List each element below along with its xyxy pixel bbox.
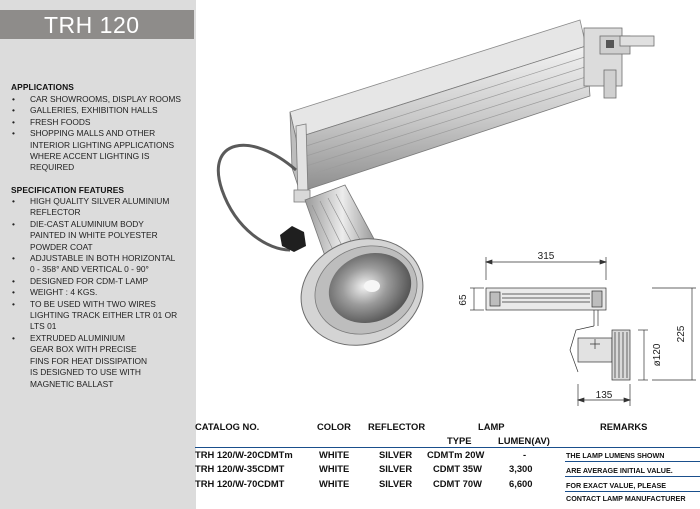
list-item: REFLECTOR [30, 207, 81, 218]
dim-width-label: 315 [537, 251, 555, 262]
table-cell-type: CDMT 35W [433, 463, 482, 474]
table-cell-remark: THE LAMP LUMENS SHOWN [566, 451, 665, 460]
list-item: GEAR BOX WITH PRECISE [30, 344, 137, 355]
table-rule [565, 461, 700, 462]
col-header-catalog: CATALOG NO. [195, 421, 260, 432]
list-item: • HIGH QUALITY SILVER ALUMINIUM [12, 196, 170, 206]
col-header-remarks: REMARKS [600, 421, 648, 432]
table-cell-reflector: SILVER [379, 463, 413, 474]
table-rule [565, 491, 700, 492]
list-item: • TO BE USED WITH TWO WIRES [12, 298, 156, 309]
table-cell-color: WHITE [319, 463, 350, 474]
list-item: • DIE-CAST ALUMINIUM BODY [12, 218, 144, 229]
list-item: • WEIGHT : 4 KGS. [12, 287, 98, 298]
table-cell-catalog: TRH 120/W-20CDMTm [195, 449, 293, 460]
lamp-head [280, 185, 438, 362]
catalog-table [195, 420, 700, 509]
list-item: • GALLERIES, EXHIBITION HALLS [12, 105, 158, 116]
col-header-lumen: LUMEN(AV) [498, 435, 550, 446]
table-cell-remark: FOR EXACT VALUE, PLEASE [566, 481, 667, 490]
list-item: REQUIRED [30, 162, 75, 173]
table-cell-reflector: SILVER [379, 478, 413, 489]
features-heading: SPECIFICATION FEATURES [11, 185, 125, 195]
table-cell-catalog: TRH 120/W-70CDMT [195, 478, 285, 489]
title-bar [0, 10, 194, 39]
product-illustration [200, 0, 700, 410]
list-item: • ADJUSTABLE IN BOTH HORIZONTAL [12, 253, 176, 264]
list-item: 0 - 358° AND VERTICAL 0 - 90° [30, 264, 149, 275]
list-item: • DESIGNED FOR CDM-T LAMP [12, 275, 149, 286]
list-item: IS DESIGNED TO USE WITH [30, 367, 141, 378]
list-item: MAGNETIC BALLAST [30, 378, 114, 389]
table-cell-remark: ARE AVERAGE INITIAL VALUE. [566, 466, 673, 475]
list-item: FINS FOR HEAT DISSIPATION [30, 355, 148, 366]
col-header-reflector: REFLECTOR [368, 421, 426, 432]
applications-list [11, 94, 191, 174]
dim-total-height-label: 225 [676, 325, 687, 343]
dim-depth-label: 135 [595, 390, 613, 401]
col-header-lamp: LAMP [478, 421, 505, 432]
table-cell-type: CDMT 70W [433, 478, 482, 489]
list-item: LTS 01 [30, 321, 57, 332]
list-item: WHERE ACCENT LIGHTING IS [30, 151, 150, 162]
list-item: • EXTRUDED ALUMINIUM [12, 332, 125, 343]
table-rule [565, 476, 700, 477]
spec-sidebar [0, 0, 196, 509]
col-header-color: COLOR [317, 421, 351, 432]
table-cell-type: CDMTm 20W [427, 449, 485, 460]
dim-diameter-label: ø120 [652, 343, 663, 367]
list-item: • CAR SHOWROOMS, DISPLAY ROOMS [12, 94, 181, 104]
features-list [11, 196, 191, 390]
list-item: INTERIOR LIGHTING APPLICATIONS [30, 139, 175, 150]
list-item: PAINTED IN WHITE POLYESTER [30, 230, 158, 241]
dimension-drawing [470, 257, 696, 406]
col-header-type: TYPE [447, 435, 472, 446]
list-item: LIGHTING TRACK EITHER LTR 01 OR [30, 310, 178, 321]
table-rule [195, 447, 700, 448]
table-cell-catalog: TRH 120/W-35CDMT [195, 463, 285, 474]
gear-box-body [290, 20, 590, 192]
product-title: TRH 120 [44, 12, 140, 38]
table-cell-remark: CONTACT LAMP MANUFACTURER [566, 494, 686, 503]
list-item: POWDER COAT [30, 241, 93, 252]
list-item: • FRESH FOODS [12, 116, 91, 127]
dim-body-height-label: 65 [458, 294, 469, 306]
table-cell-lumen: - [523, 449, 527, 460]
table-cell-color: WHITE [319, 449, 350, 460]
table-cell-lumen: 3,300 [509, 463, 533, 474]
table-cell-reflector: SILVER [379, 449, 413, 460]
applications-heading: APPLICATIONS [11, 82, 74, 92]
list-item: • SHOPPING MALLS AND OTHER [12, 128, 156, 139]
table-cell-lumen: 6,600 [509, 478, 533, 489]
track-adapter [584, 28, 654, 98]
table-cell-color: WHITE [319, 478, 350, 489]
